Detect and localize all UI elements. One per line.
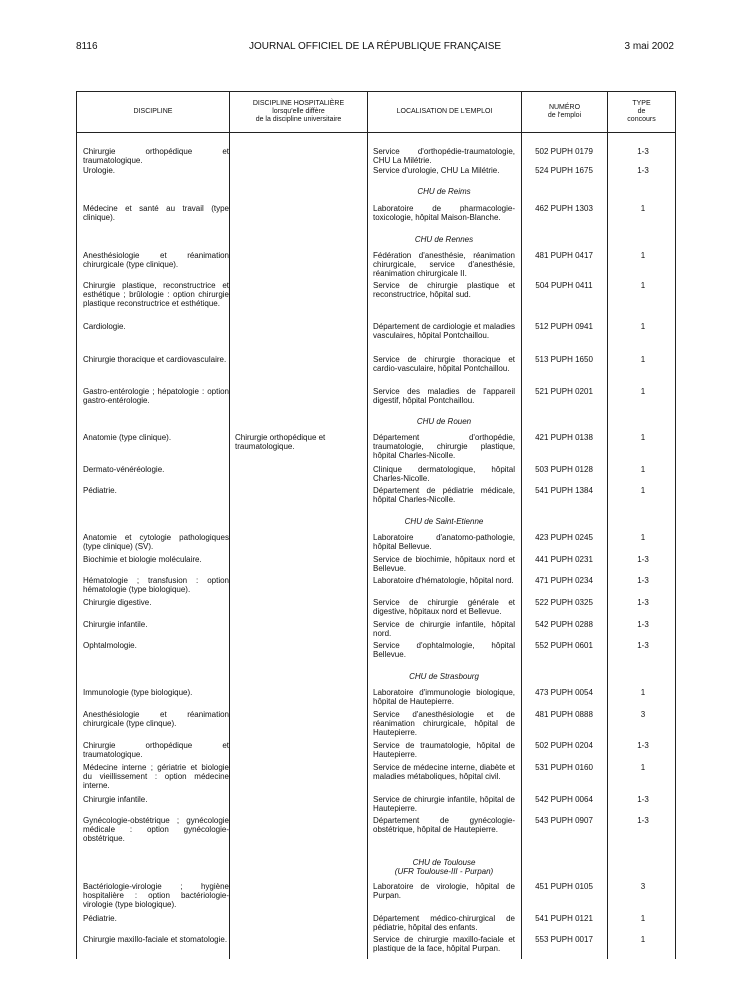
row-localisation: Département médico-chirurgical de pédiatrie, hôpital des enfants.	[373, 914, 515, 932]
row-discipline: Médecine interne ; gériatrie et biologie du vieillissement : option médecine interne.	[83, 763, 229, 790]
page-header	[76, 41, 674, 57]
row-discipline: Hématologie ; transfusion : option hématologie (type biologique).	[83, 576, 229, 594]
row-numero: 473 PUPH 0054	[535, 688, 593, 697]
row-localisation: Service d'anesthésiologie et de réanimation chirurgicale, hôpital de Hautepierre.	[373, 710, 515, 737]
row-localisation: Service d'urologie, CHU La Milétrie.	[373, 166, 500, 175]
row-discipline: Anesthésiologie et réanimation chirurgicale (type clinique).	[83, 251, 229, 269]
row-type: 1	[640, 465, 646, 474]
row-type: 1-3	[637, 598, 649, 607]
chu-heading: CHU de Rennes	[414, 235, 474, 244]
row-type: 1	[640, 763, 646, 772]
publication-date: 3 mai 2002	[624, 41, 674, 52]
row-discipline: Bactériologie-virologie ; hygiène hospitalière : option bactériologie-virologie (type biologique).	[83, 882, 229, 909]
row-discipline: Chirurgie digestive.	[83, 598, 152, 607]
chu-heading: CHU de Reims	[417, 187, 471, 196]
row-localisation: Service d'ophtalmologie, hôpital Bellevue.	[373, 641, 515, 659]
row-discipline: Anatomie (type clinique).	[83, 433, 172, 442]
chu-heading: CHU de Toulouse (UFR Toulouse-III - Purpan)	[394, 858, 494, 876]
row-discipline: Chirurgie orthopédique et traumatologique.	[83, 741, 229, 759]
row-type: 1	[640, 251, 646, 260]
row-localisation: Clinique dermatologique, hôpital Charles-Nicolle.	[373, 465, 515, 483]
row-numero: 542 PUPH 0288	[535, 620, 593, 629]
row-type: 1	[640, 433, 646, 442]
row-localisation: Service de chirurgie infantile, hôpital de Hautepierre.	[373, 795, 515, 813]
row-numero: 481 PUPH 0417	[535, 251, 593, 260]
row-localisation: Service d'orthopédie-traumatologie, CHU La Milétrie.	[373, 147, 515, 165]
row-discipline: Chirurgie infantile.	[83, 795, 148, 804]
row-discipline: Chirurgie maxillo-faciale et stomatologie.	[83, 935, 228, 944]
row-localisation: Service de chirurgie thoracique et cardio-vasculaire, hôpital Pontchaillou.	[373, 355, 515, 373]
column-divider	[229, 92, 230, 959]
row-localisation: Fédération d'anesthésie, réanimation chirurgicale, service d'anesthésie, réanimation chirurgicale II.	[373, 251, 515, 278]
row-type: 1	[640, 935, 646, 944]
row-numero: 502 PUPH 0204	[535, 741, 593, 750]
row-discipline: Pédiatrie.	[83, 914, 117, 923]
row-type: 1	[640, 204, 646, 213]
row-numero: 553 PUPH 0017	[535, 935, 593, 944]
row-numero: 512 PUPH 0941	[535, 322, 593, 331]
row-numero: 541 PUPH 0121	[535, 914, 593, 923]
row-numero: 481 PUPH 0888	[535, 710, 593, 719]
row-discipline: Médecine et santé au travail (type clinique).	[83, 204, 229, 222]
row-discipline: Chirurgie orthopédique et traumatologique.	[83, 147, 229, 165]
row-numero: 543 PUPH 0907	[535, 816, 593, 825]
row-type: 1	[640, 486, 646, 495]
row-type: 1-3	[637, 641, 649, 650]
row-localisation: Service de chirurgie générale et digestive, hôpitaux nord et Bellevue.	[373, 598, 515, 616]
row-discipline: Urologie.	[83, 166, 116, 175]
hospital-discipline-note: Chirurgie orthopédique et traumatologique.	[235, 433, 326, 451]
row-numero: 423 PUPH 0245	[535, 533, 593, 542]
row-localisation: Laboratoire de pharmacologie-toxicologie, hôpital Maison-Blanche.	[373, 204, 515, 222]
row-localisation: Laboratoire d'hématologie, hôpital nord.	[373, 576, 514, 585]
column-divider	[607, 92, 608, 959]
positions-table	[76, 91, 676, 959]
row-type: 1	[640, 387, 646, 396]
row-localisation: Service de chirurgie infantile, hôpital nord.	[373, 620, 515, 638]
row-localisation: Laboratoire de virologie, hôpital de Purpan.	[373, 882, 515, 900]
row-type: 1-3	[637, 816, 649, 825]
row-discipline: Anesthésiologie et réanimation chirurgicale (type clinque).	[83, 710, 229, 728]
row-type: 3	[640, 710, 646, 719]
row-type: 1-3	[637, 555, 649, 564]
row-numero: 542 PUPH 0064	[535, 795, 593, 804]
row-localisation: Service de chirurgie plastique et reconstructrice, hôpital sud.	[373, 281, 515, 299]
chu-heading: CHU de Strasbourg	[409, 672, 479, 681]
row-localisation: Service des maladies de l'appareil digestif, hôpital Pontchaillou.	[373, 387, 515, 405]
header-discipline: DISCIPLINE	[133, 108, 173, 115]
row-localisation: Département d'orthopédie, traumatologie, chirurgie plastique, hôpital Charles-Nicolle.	[373, 433, 515, 460]
row-numero: 471 PUPH 0234	[535, 576, 593, 585]
row-numero: 451 PUPH 0105	[535, 882, 593, 891]
row-numero: 541 PUPH 1384	[535, 486, 593, 495]
row-localisation: Service de chirurgie maxillo-faciale et plastique de la face, hôpital Purpan.	[373, 935, 515, 953]
row-numero: 531 PUPH 0160	[535, 763, 593, 772]
chu-heading: CHU de Rouen	[416, 417, 472, 426]
row-discipline: Anatomie et cytologie pathologiques (type clinique) (SV).	[83, 533, 229, 551]
row-type: 1	[640, 914, 646, 923]
row-localisation: Département de cardiologie et maladies vasculaires, hôpital Pontchaillou.	[373, 322, 515, 340]
header-numero: NUMÉRO de l'emploi	[547, 104, 582, 119]
row-localisation: Département de pédiatrie médicale, hôpital Charles-Nicolle.	[373, 486, 515, 504]
row-discipline: Gastro-entérologie ; hépatologie : option gastro-entérologie.	[83, 387, 229, 405]
row-discipline: Cardiologie.	[83, 322, 126, 331]
row-localisation: Laboratoire d'anatomo-pathologie, hôpital Bellevue.	[373, 533, 515, 551]
row-discipline: Gynécologie-obstétrique ; gynécologie médicale : option gynécologie-obstétrique.	[83, 816, 229, 843]
row-type: 1	[640, 355, 646, 364]
row-discipline: Pédiatrie.	[83, 486, 117, 495]
row-numero: 521 PUPH 0201	[535, 387, 593, 396]
row-numero: 504 PUPH 0411	[535, 281, 593, 290]
header-type: TYPE de concours	[627, 100, 656, 123]
row-numero: 524 PUPH 1675	[535, 166, 593, 175]
row-numero: 462 PUPH 1303	[535, 204, 593, 213]
row-type: 3	[640, 882, 646, 891]
header-localisation: LOCALISATION DE L'EMPLOI	[396, 108, 493, 115]
row-type: 1-3	[637, 576, 649, 585]
row-discipline: Chirurgie infantile.	[83, 620, 148, 629]
row-type: 1	[640, 281, 646, 290]
row-type: 1-3	[637, 166, 649, 175]
page-number: 8116	[76, 41, 98, 52]
table-header	[77, 92, 675, 133]
row-numero: 502 PUPH 0179	[535, 147, 593, 156]
row-type: 1	[640, 322, 646, 331]
row-numero: 441 PUPH 0231	[535, 555, 593, 564]
row-numero: 421 PUPH 0138	[535, 433, 593, 442]
row-discipline: Chirurgie plastique, reconstructrice et esthétique ; brûlologie : option chirurgie plastique reconstructrice et esthétique.	[83, 281, 229, 308]
row-discipline: Biochimie et biologie moléculaire.	[83, 555, 202, 564]
row-type: 1-3	[637, 147, 649, 156]
column-divider	[521, 92, 522, 959]
chu-heading: CHU de Saint-Etienne	[404, 517, 484, 526]
row-numero: 503 PUPH 0128	[535, 465, 593, 474]
row-discipline: Dermato-vénéréologie.	[83, 465, 165, 474]
row-localisation: Laboratoire d'immunologie biologique, hôpital de Hautepierre.	[373, 688, 515, 706]
row-numero: 552 PUPH 0601	[535, 641, 593, 650]
row-type: 1-3	[637, 741, 649, 750]
row-localisation: Service de traumatologie, hôpital de Hautepierre.	[373, 741, 515, 759]
row-discipline: Ophtalmologie.	[83, 641, 137, 650]
header-hospital-discipline: DISCIPLINE HOSPITALIÈRE lorsqu'elle diffère de la discipline universitaire	[252, 100, 345, 123]
row-type: 1	[640, 533, 646, 542]
row-discipline: Chirurgie thoracique et cardiovasculaire.	[83, 355, 227, 364]
row-numero: 522 PUPH 0325	[535, 598, 593, 607]
journal-title: JOURNAL OFFICIEL DE LA RÉPUBLIQUE FRANÇAISE	[248, 41, 502, 52]
row-type: 1-3	[637, 795, 649, 804]
row-localisation: Département de gynécologie-obstétrique, hôpital de Hautepierre.	[373, 816, 515, 834]
row-localisation: Service de médecine interne, diabète et maladies métaboliques, hôpital civil.	[373, 763, 515, 781]
row-localisation: Service de biochimie, hôpitaux nord et Bellevue.	[373, 555, 515, 573]
row-discipline: Immunologie (type biologique).	[83, 688, 193, 697]
row-type: 1	[640, 688, 646, 697]
row-numero: 513 PUPH 1650	[535, 355, 593, 364]
row-type: 1-3	[637, 620, 649, 629]
